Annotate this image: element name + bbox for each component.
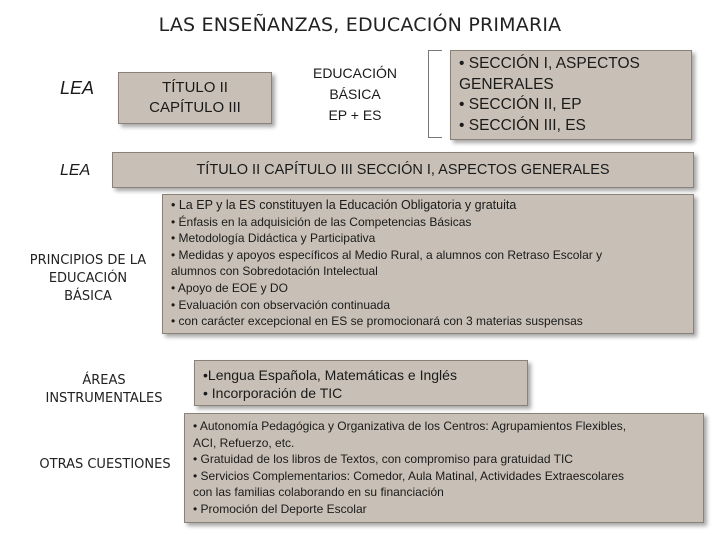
principios-label <box>18 252 158 306</box>
secciones-box <box>450 50 692 140</box>
list-item: • Metodología Didáctica y Participativa <box>171 231 376 246</box>
list-item: con las familias colaborando en su financiación <box>193 485 444 500</box>
list-item: • Autonomía Pedagógica y Organizativa de los Centros: Agrupamientos Flexibles, <box>193 419 627 433</box>
seccion-line-3: • SECCIÓN II, EP <box>459 96 582 113</box>
principios-label-line-3: BÁSICA <box>64 289 112 304</box>
seccion-header-box <box>112 152 694 188</box>
areas-label <box>36 372 172 408</box>
seccion-line-2: GENERALES <box>459 75 554 93</box>
list-item: • Servicios Complementarios: Comedor, Aula Matinal, Actividades Extraescolares <box>193 468 625 483</box>
areas-box <box>194 360 528 406</box>
principios-label-line-1: PRINCIPIOS DE LA <box>29 253 147 268</box>
bracket-connector <box>428 50 442 138</box>
list-item: • Promoción del Deporte Escolar <box>193 501 367 516</box>
basica-line: BÁSICA <box>329 85 381 102</box>
principios-label-line-2: EDUCACIÓN <box>48 271 128 286</box>
list-item: ACI, Refuerzo, etc. <box>193 435 295 450</box>
seccion-line-4: • SECCIÓN III, ES <box>459 116 586 134</box>
seccion-header-text: TÍTULO II CAPÍTULO III SECCIÓN I, ASPECTOS GENERALES <box>196 162 610 178</box>
seccion-line-1: • SECCIÓN I, ASPECTOS <box>459 55 640 72</box>
ep-es-line: EP + ES <box>328 106 382 123</box>
lea-label-top: LEA <box>60 78 95 98</box>
areas-label-line-2: INSTRUMENTALES <box>45 391 163 406</box>
principios-box <box>162 194 694 334</box>
otras-box <box>184 413 704 523</box>
list-item: • Evaluación con observación continuada <box>171 297 391 312</box>
otras-label: OTRAS CUESTIONES <box>39 457 171 472</box>
principios-list <box>171 214 685 330</box>
areas-label-line-1: ÁREAS <box>82 373 126 388</box>
lea-label-second: LEA <box>60 162 91 179</box>
list-item: • con carácter excepcional en ES se promocionará con 3 materias suspensas <box>171 314 583 329</box>
list-item: • Énfasis en la adquisición de las Competencias Básicas <box>171 214 472 229</box>
titulo-line: TÍTULO II <box>162 79 228 96</box>
list-item: alumnos con Sobredotación Intelectual <box>171 264 378 279</box>
capitulo-line: CAPÍTULO III <box>149 99 241 116</box>
educacion-basica-label <box>300 58 410 130</box>
areas-item-1: •Lengua Española, Matemáticas e Inglés <box>203 367 457 383</box>
principios-first-item: • La EP y la ES constituyen la Educación Obligatoria y gratuita <box>171 198 517 212</box>
page-title: LAS ENSEÑANZAS, EDUCACIÓN PRIMARIA <box>158 14 562 36</box>
titulo-capitulo-box <box>118 72 272 124</box>
areas-item-2: • Incorporación de TIC <box>203 385 343 401</box>
list-item: • Medidas y apoyos específicos al Medio Rural, a alumnos con Retraso Escolar y <box>171 247 603 262</box>
list-item: • Apoyo de EOE y DO <box>171 280 288 295</box>
educacion-line: EDUCACIÓN <box>312 64 397 81</box>
list-item: • Gratuidad de los libros de Textos, con compromiso para gratuidad TIC <box>193 452 573 467</box>
